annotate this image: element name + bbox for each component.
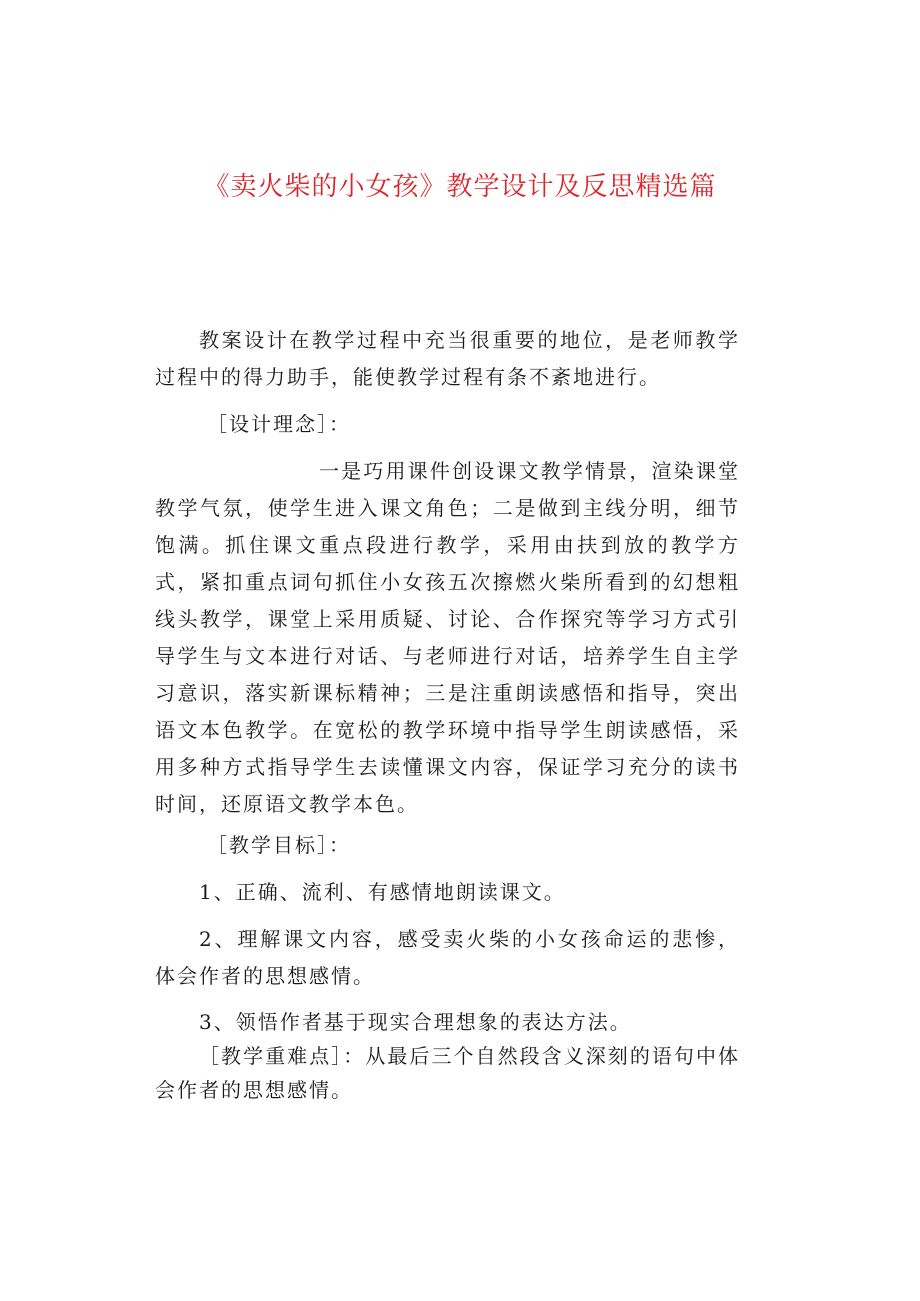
document-title: 《卖火柴的小女孩》教学设计及反思精选篇 [203,172,717,202]
design-concept-label: ［设计理念］： [207,412,351,436]
teaching-goal-3: 3、领悟作者基于现实合理想象的表达方法。 [199,1010,632,1034]
intro-paragraph: 教案设计在教学过程中充当很重要的地位，是老师教学过程中的得力助手，能使教学过程有条不紊地进行。 [155,328,740,389]
key-difficulties-paragraph: ［教学重难点］：从最后三个自然段含义深刻的语句中体会作者的思想感情。 [155,1044,740,1102]
teaching-goal-1: 1、正确、流利、有感情地朗读课文。 [199,880,566,904]
document-body [155,322,740,1107]
teaching-goal-2: 2、理解课文内容，感受卖火柴的小女孩命运的悲惨，体会作者的思想感情。 [155,927,740,988]
teaching-goals-label: ［教学目标］： [207,833,351,857]
design-concept-paragraph: 一是巧用课件创设课文教学情景，渲染课堂教学气氛，使学生进入课文角色；二是做到主线分明，细节饱满。抓住课文重点段进行教学，采用由扶到放的教学方式，紧扣重点词句抓住小女孩五次擦燃火柴所看到的幻想粗线头教学，课堂上采用质疑、讨论、合作探究等学习方式引导学生与文本进行对话、与老师进行对话，培养学生自主学习意识，落实新课标精神；三是注重朗读感悟和指导，突出语文本色教学。在宽松的教学环境中指导学生朗读感悟，采用多种方式指导学生去读懂课文内容，保证学习充分的读书时间，还原语文教学本色。 [155,459,740,816]
